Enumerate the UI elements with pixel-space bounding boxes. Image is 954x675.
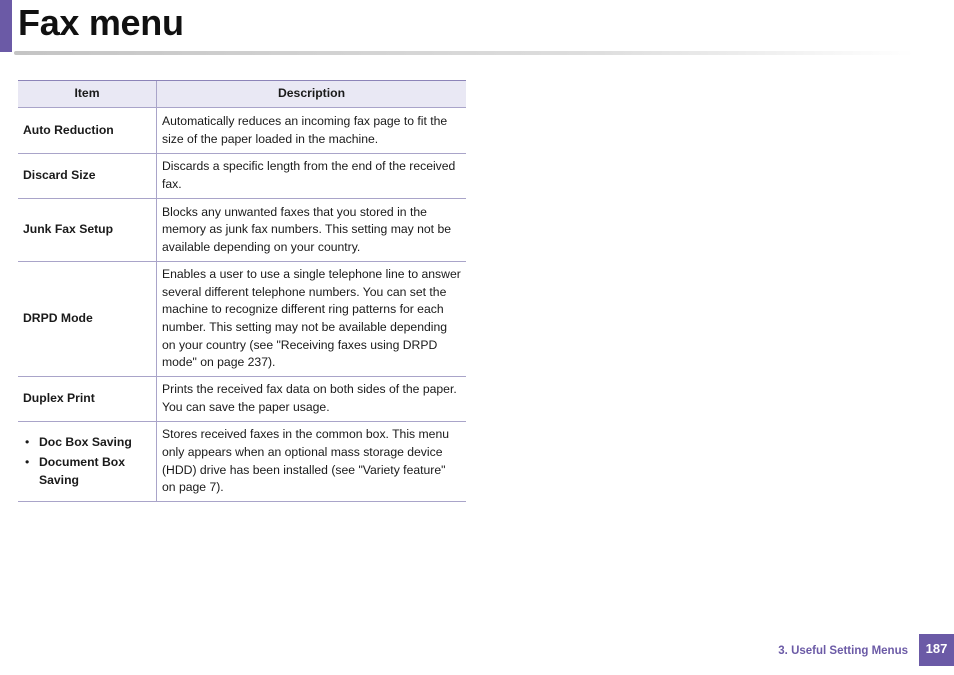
footer-section-label: 3. Useful Setting Menus bbox=[778, 645, 908, 657]
page-number-badge: 187 bbox=[919, 634, 954, 666]
table-header-row bbox=[18, 81, 466, 108]
row-description: Stores received faxes in the common box. This menu only appears when an optional mass storage device (HDD) drive has been installed (see "Variety feature" on page 7). bbox=[157, 422, 467, 502]
table-row bbox=[18, 199, 466, 262]
table-row bbox=[18, 377, 466, 422]
fax-menu-table bbox=[18, 80, 466, 502]
header-description: Description bbox=[157, 81, 467, 108]
row-item-list bbox=[18, 422, 157, 502]
header-item: Item bbox=[18, 81, 157, 108]
table-row bbox=[18, 108, 466, 154]
table-row bbox=[18, 422, 466, 502]
row-description: Prints the received fax data on both sides of the paper. You can save the paper usage. bbox=[157, 377, 467, 422]
row-item: Junk Fax Setup bbox=[18, 199, 157, 262]
title-accent-bar bbox=[0, 0, 12, 52]
title-underline bbox=[14, 51, 914, 55]
row-description: Automatically reduces an incoming fax page to fit the size of the paper loaded in the machine. bbox=[157, 108, 467, 154]
row-description: Enables a user to use a single telephone line to answer several different telephone numbers. You can set the machine to recognize different ring patterns for each number. This setting may not be available depending on your country (see "Receiving faxes using DRPD mode" on page 237). bbox=[157, 262, 467, 377]
row-item: Duplex Print bbox=[18, 377, 157, 422]
table-row bbox=[18, 154, 466, 199]
row-item: Discard Size bbox=[18, 154, 157, 199]
bullet-item: • Doc Box Saving bbox=[23, 434, 151, 452]
row-item: Auto Reduction bbox=[18, 108, 157, 154]
row-description: Blocks any unwanted faxes that you stored in the memory as junk fax numbers. This setting may not be available depending on your country. bbox=[157, 199, 467, 262]
page-title: Fax menu bbox=[18, 2, 184, 43]
row-description: Discards a specific length from the end of the received fax. bbox=[157, 154, 467, 199]
row-item: DRPD Mode bbox=[18, 262, 157, 377]
item-bullet-list bbox=[23, 434, 151, 490]
table-row bbox=[18, 262, 466, 377]
bullet-item: • Document Box Saving bbox=[23, 454, 151, 489]
